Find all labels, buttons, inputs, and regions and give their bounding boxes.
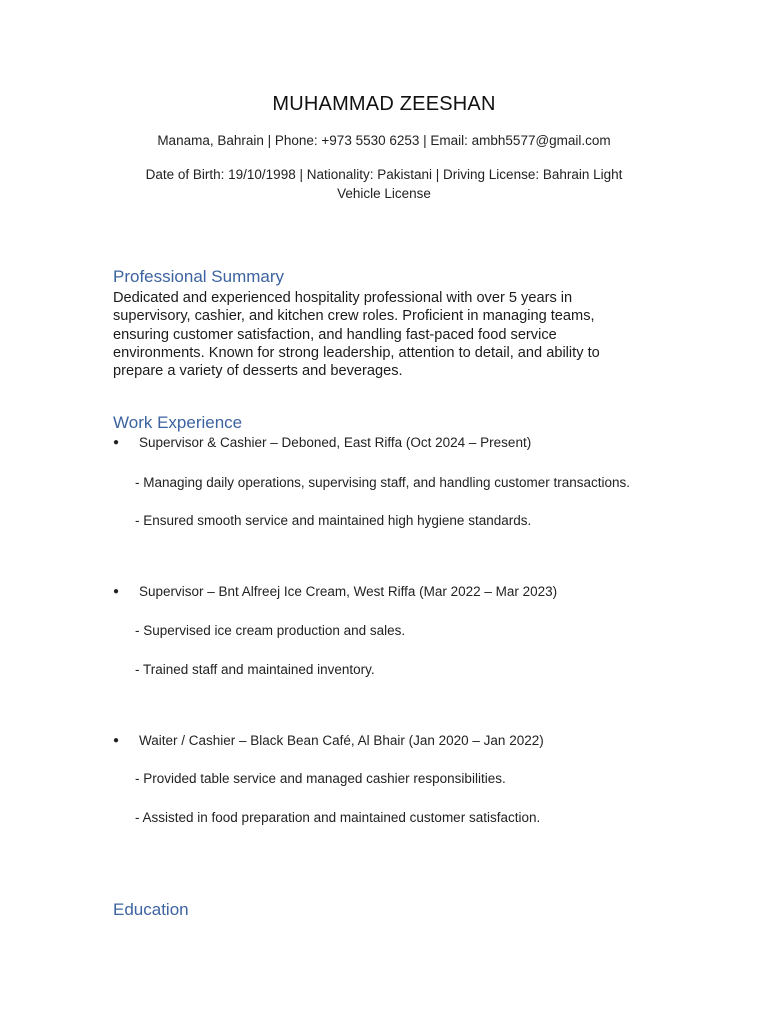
professional-summary-heading: Professional Summary (113, 267, 285, 286)
bullet-icon: ● (113, 586, 120, 597)
job-duty: - Supervised ice cream production and sales. (135, 623, 406, 638)
work-experience-heading: Work Experience (113, 413, 243, 432)
job-entry-title (113, 584, 557, 599)
job-title-text: Supervisor – Bnt Alfreej Ice Cream, West Riffa (Mar 2022 – Mar 2023) (139, 584, 558, 599)
contact-line: Manama, Bahrain | Phone: +973 5530 6253 | Email: ambh5577@gmail.com (157, 133, 611, 148)
personal-details-line: Date of Birth: 19/10/1998 | Nationality: Pakistani | Driving License: Bahrain Light Vehicle License (145, 167, 623, 201)
job-entry-title (113, 435, 531, 450)
job-duty: - Managing daily operations, supervising staff, and handling customer transactions. (135, 475, 631, 490)
job-duty: - Assisted in food preparation and maintained customer satisfaction. (135, 810, 541, 825)
job-title-text: Waiter / Cashier – Black Bean Café, Al Bhair (Jan 2020 – Jan 2022) (139, 733, 544, 748)
candidate-name: MUHAMMAD ZEESHAN (272, 93, 496, 115)
bullet-icon: ● (113, 735, 120, 746)
professional-summary-text: Dedicated and experienced hospitality professional with over 5 years in supervisory, cashier, and kitchen crew roles. Proficient in managing teams, ensuring customer satisfaction, and handling fast-paced food service environments. Known for strong leadership, attention to detail, and ability to prepare a variety of desserts and beverages. (113, 290, 600, 380)
job-duty: - Provided table service and managed cashier responsibilities. (135, 771, 506, 786)
job-entry-title (113, 733, 544, 748)
job-duty: - Trained staff and maintained inventory. (135, 662, 375, 677)
education-heading: Education (113, 900, 189, 919)
job-duty: - Ensured smooth service and maintained high hygiene standards. (135, 513, 532, 528)
job-title-text: Supervisor & Cashier – Deboned, East Riffa (Oct 2024 – Present) (139, 435, 532, 450)
bullet-icon: ● (113, 437, 120, 448)
